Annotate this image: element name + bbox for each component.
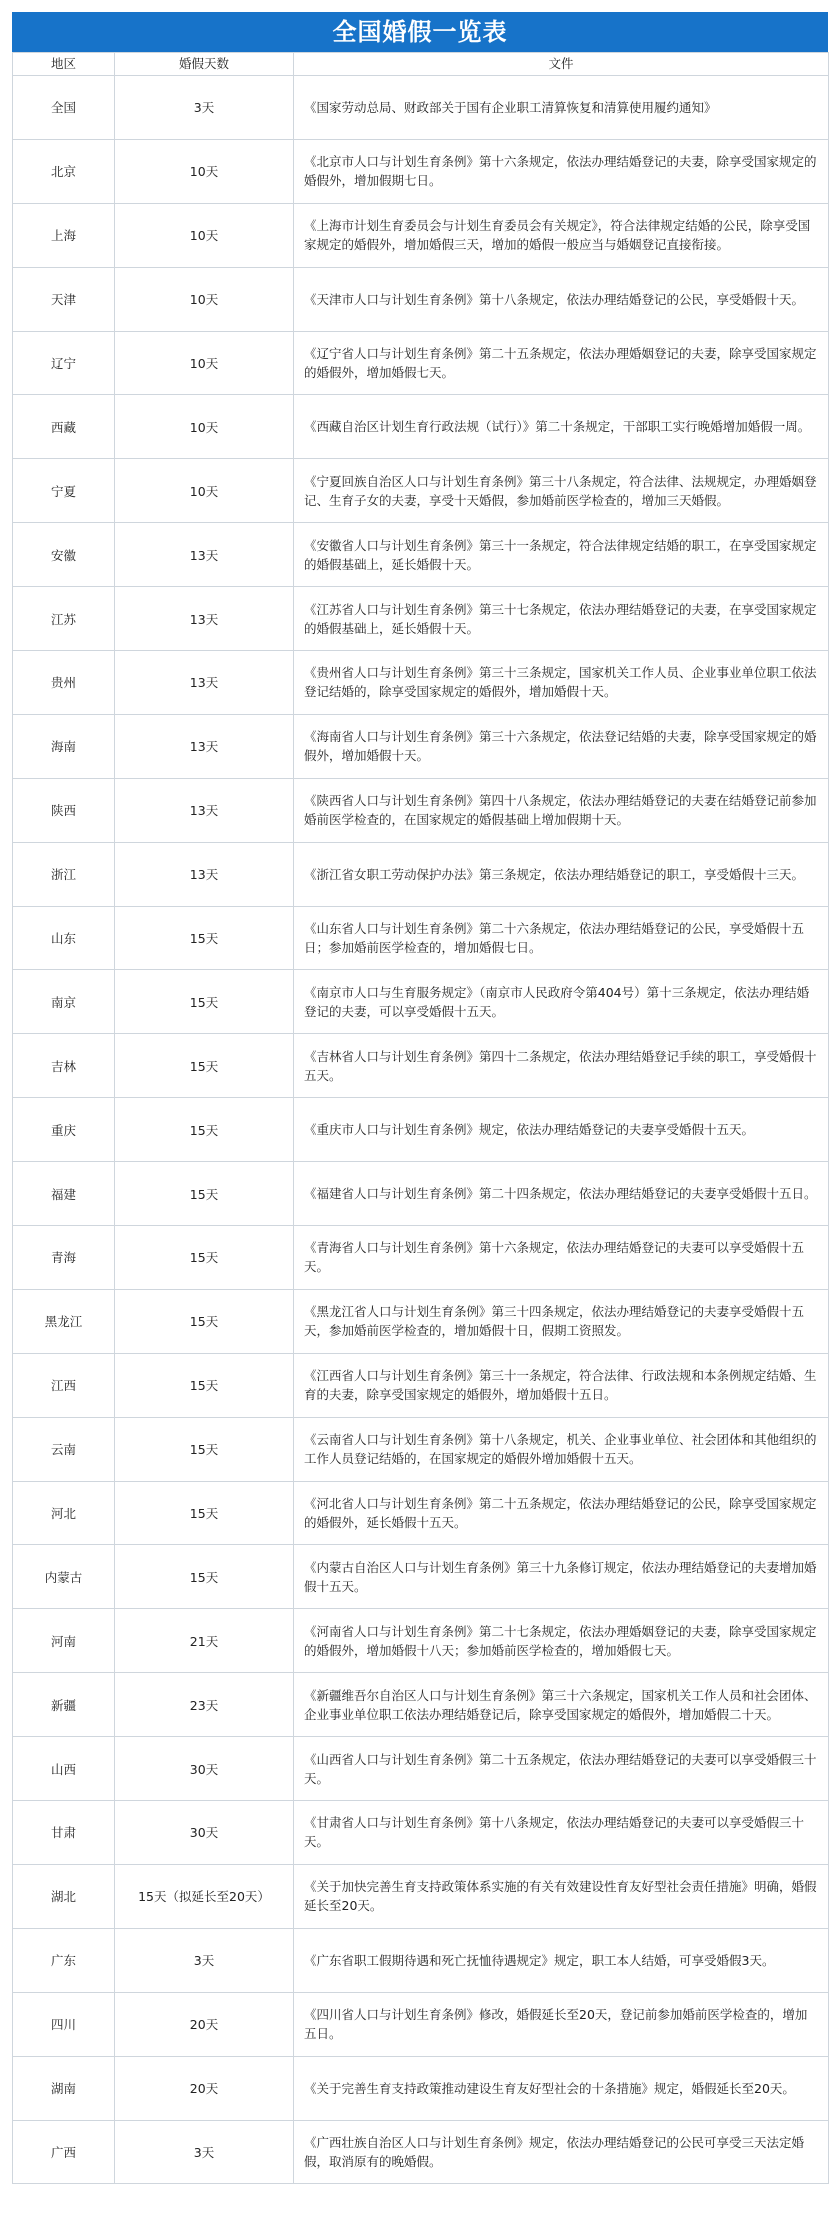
document-cell: 《甘肃省人口与计划生育条例》第十八条规定，依法办理结婚登记的夫妻可以享受婚假三十天。: [294, 1801, 829, 1865]
region-cell: 辽宁: [13, 331, 115, 395]
leave-days-cell: 15天: [115, 1481, 294, 1545]
table-row: [13, 1034, 829, 1098]
table-row: [13, 1737, 829, 1801]
document-cell: 《关于加快完善生育支持政策体系实施的有关有效建设性育友好型社会责任措施》明确，婚假延长至20天。: [294, 1864, 829, 1928]
region-cell: 河北: [13, 1481, 115, 1545]
table-row: [13, 1481, 829, 1545]
leave-days-cell: 15天: [115, 1034, 294, 1098]
region-cell: 江西: [13, 1353, 115, 1417]
region-cell: 内蒙古: [13, 1545, 115, 1609]
document-cell: 《国家劳动总局、财政部关于国有企业职工清算恢复和清算使用履约通知》: [294, 76, 829, 140]
leave-days-cell: 30天: [115, 1801, 294, 1865]
table-row: [13, 1545, 829, 1609]
leave-days-cell: 20天: [115, 1992, 294, 2056]
header-leave-days: 婚假天数: [115, 53, 294, 76]
page: [12, 12, 828, 2184]
document-cell: 《宁夏回族自治区人口与计划生育条例》第三十八条规定，符合法律、法规规定，办理婚姻登记、生育子女的夫妻，享受十天婚假，参加婚前医学检查的，增加三天婚假。: [294, 459, 829, 523]
document-cell: 《江西省人口与计划生育条例》第三十一条规定，符合法律、行政法规和本条例规定结婚、生育的夫妻，除享受国家规定的婚假外，增加婚假十五日。: [294, 1353, 829, 1417]
leave-days-cell: 3天: [115, 76, 294, 140]
region-cell: 江苏: [13, 587, 115, 651]
region-cell: 山西: [13, 1737, 115, 1801]
table-row: [13, 1673, 829, 1737]
table-row: [13, 714, 829, 778]
document-cell: 《广东省职工假期待遇和死亡抚恤待遇规定》规定，职工本人结婚，可享受婚假3天。: [294, 1928, 829, 1992]
table-row: [13, 1992, 829, 2056]
document-cell: 《四川省人口与计划生育条例》修改，婚假延长至20天，登记前参加婚前医学检查的，增加五日。: [294, 1992, 829, 2056]
leave-days-cell: 15天: [115, 1289, 294, 1353]
leave-days-cell: 13天: [115, 523, 294, 587]
table-row: [13, 587, 829, 651]
document-cell: 《贵州省人口与计划生育条例》第三十三条规定，国家机关工作人员、企业事业单位职工依法登记结婚的，除享受国家规定的婚假外，增加婚假十天。: [294, 651, 829, 715]
region-cell: 福建: [13, 1162, 115, 1226]
region-cell: 天津: [13, 267, 115, 331]
region-cell: 浙江: [13, 842, 115, 906]
region-cell: 河南: [13, 1609, 115, 1673]
table-row: [13, 1864, 829, 1928]
leave-days-cell: 15天: [115, 1098, 294, 1162]
table-row: [13, 1801, 829, 1865]
region-cell: 陕西: [13, 778, 115, 842]
table-row: [13, 2120, 829, 2184]
document-cell: 《河北省人口与计划生育条例》第二十五条规定，依法办理结婚登记的公民，除享受国家规定的婚假外，延长婚假十五天。: [294, 1481, 829, 1545]
table-row: [13, 842, 829, 906]
region-cell: 湖南: [13, 2056, 115, 2120]
table-row: [13, 1162, 829, 1226]
leave-days-cell: 10天: [115, 267, 294, 331]
leave-days-cell: 13天: [115, 651, 294, 715]
table-row: [13, 906, 829, 970]
document-cell: 《安徽省人口与计划生育条例》第三十一条规定，符合法律规定结婚的职工，在享受国家规定的婚假基础上，延长婚假十天。: [294, 523, 829, 587]
table-row: [13, 778, 829, 842]
region-cell: 上海: [13, 203, 115, 267]
leave-days-cell: 13天: [115, 842, 294, 906]
region-cell: 山东: [13, 906, 115, 970]
document-cell: 《山西省人口与计划生育条例》第二十五条规定，依法办理结婚登记的夫妻可以享受婚假三十天。: [294, 1737, 829, 1801]
leave-days-cell: 15天: [115, 1353, 294, 1417]
leave-days-cell: 10天: [115, 139, 294, 203]
document-cell: 《重庆市人口与计划生育条例》规定，依法办理结婚登记的夫妻享受婚假十五天。: [294, 1098, 829, 1162]
leave-days-cell: 15天: [115, 1162, 294, 1226]
document-cell: 《云南省人口与计划生育条例》第十八条规定，机关、企业事业单位、社会团体和其他组织的工作人员登记结婚的，在国家规定的婚假外增加婚假十五天。: [294, 1417, 829, 1481]
document-cell: 《关于完善生育支持政策推动建设生育友好型社会的十条措施》规定，婚假延长至20天。: [294, 2056, 829, 2120]
document-cell: 《西藏自治区计划生育行政法规（试行）》第二十条规定，干部职工实行晚婚增加婚假一周。: [294, 395, 829, 459]
document-cell: 《天津市人口与计划生育条例》第十八条规定，依法办理结婚登记的公民，享受婚假十天。: [294, 267, 829, 331]
table-row: [13, 1928, 829, 1992]
table-row: [13, 1289, 829, 1353]
document-cell: 《黑龙江省人口与计划生育条例》第三十四条规定，依法办理结婚登记的夫妻享受婚假十五天，参加婚前医学检查的，增加婚假十日，假期工资照发。: [294, 1289, 829, 1353]
page-title: 全国婚假一览表: [12, 12, 828, 52]
leave-days-cell: 15天: [115, 1545, 294, 1609]
leave-days-cell: 15天: [115, 1226, 294, 1290]
table-row: [13, 139, 829, 203]
region-cell: 吉林: [13, 1034, 115, 1098]
table-row: [13, 523, 829, 587]
document-cell: 《内蒙古自治区人口与计划生育条例》第三十九条修订规定，依法办理结婚登记的夫妻增加婚假十五天。: [294, 1545, 829, 1609]
table-row: [13, 970, 829, 1034]
table-row: [13, 1226, 829, 1290]
marriage-leave-table: [12, 52, 829, 2184]
leave-days-cell: 13天: [115, 778, 294, 842]
region-cell: 广东: [13, 1928, 115, 1992]
region-cell: 重庆: [13, 1098, 115, 1162]
document-cell: 《辽宁省人口与计划生育条例》第二十五条规定，依法办理婚姻登记的夫妻，除享受国家规定的婚假外，增加婚假七天。: [294, 331, 829, 395]
leave-days-cell: 3天: [115, 1928, 294, 1992]
document-cell: 《福建省人口与计划生育条例》第二十四条规定，依法办理结婚登记的夫妻享受婚假十五日。: [294, 1162, 829, 1226]
table-row: [13, 459, 829, 523]
document-cell: 《海南省人口与计划生育条例》第三十六条规定，依法登记结婚的夫妻，除享受国家规定的婚假外，增加婚假十天。: [294, 714, 829, 778]
document-cell: 《上海市计划生育委员会与计划生育委员会有关规定》，符合法律规定结婚的公民，除享受国家规定的婚假外，增加婚假三天，增加的婚假一般应当与婚姻登记直接衔接。: [294, 203, 829, 267]
region-cell: 西藏: [13, 395, 115, 459]
leave-days-cell: 20天: [115, 2056, 294, 2120]
region-cell: 南京: [13, 970, 115, 1034]
region-cell: 湖北: [13, 1864, 115, 1928]
header-region: 地区: [13, 53, 115, 76]
region-cell: 甘肃: [13, 1801, 115, 1865]
leave-days-cell: 13天: [115, 714, 294, 778]
leave-days-cell: 10天: [115, 395, 294, 459]
leave-days-cell: 15天（拟延长至20天）: [115, 1864, 294, 1928]
region-cell: 云南: [13, 1417, 115, 1481]
leave-days-cell: 15天: [115, 970, 294, 1034]
table-header-row: [13, 53, 829, 76]
leave-days-cell: 3天: [115, 2120, 294, 2184]
region-cell: 广西: [13, 2120, 115, 2184]
table-row: [13, 267, 829, 331]
table-row: [13, 1417, 829, 1481]
table-row: [13, 651, 829, 715]
document-cell: 《青海省人口与计划生育条例》第十六条规定，依法办理结婚登记的夫妻可以享受婚假十五天。: [294, 1226, 829, 1290]
region-cell: 北京: [13, 139, 115, 203]
document-cell: 《南京市人口与生育服务规定》（南京市人民政府令第404号）第十三条规定，依法办理结婚登记的夫妻，可以享受婚假十五天。: [294, 970, 829, 1034]
leave-days-cell: 21天: [115, 1609, 294, 1673]
leave-days-cell: 23天: [115, 1673, 294, 1737]
leave-days-cell: 30天: [115, 1737, 294, 1801]
header-document: 文件: [294, 53, 829, 76]
document-cell: 《北京市人口与计划生育条例》第十六条规定，依法办理结婚登记的夫妻，除享受国家规定的婚假外，增加假期七日。: [294, 139, 829, 203]
table-row: [13, 1353, 829, 1417]
region-cell: 黑龙江: [13, 1289, 115, 1353]
table-body: [13, 76, 829, 2184]
table-row: [13, 331, 829, 395]
leave-days-cell: 13天: [115, 587, 294, 651]
leave-days-cell: 10天: [115, 331, 294, 395]
region-cell: 四川: [13, 1992, 115, 2056]
table-row: [13, 395, 829, 459]
table-row: [13, 1098, 829, 1162]
leave-days-cell: 15天: [115, 1417, 294, 1481]
document-cell: 《河南省人口与计划生育条例》第二十七条规定，依法办理婚姻登记的夫妻，除享受国家规定的婚假外，增加婚假十八天；参加婚前医学检查的，增加婚假七天。: [294, 1609, 829, 1673]
document-cell: 《山东省人口与计划生育条例》第二十六条规定，依法办理结婚登记的公民，享受婚假十五日；参加婚前医学检查的，增加婚假七日。: [294, 906, 829, 970]
leave-days-cell: 15天: [115, 906, 294, 970]
document-cell: 《陕西省人口与计划生育条例》第四十八条规定，依法办理结婚登记的夫妻在结婚登记前参加婚前医学检查的，在国家规定的婚假基础上增加假期十天。: [294, 778, 829, 842]
table-row: [13, 76, 829, 140]
document-cell: 《吉林省人口与计划生育条例》第四十二条规定，依法办理结婚登记手续的职工，享受婚假十五天。: [294, 1034, 829, 1098]
region-cell: 宁夏: [13, 459, 115, 523]
region-cell: 贵州: [13, 651, 115, 715]
document-cell: 《江苏省人口与计划生育条例》第三十七条规定，依法办理结婚登记的夫妻，在享受国家规定的婚假基础上，延长婚假十天。: [294, 587, 829, 651]
table-row: [13, 203, 829, 267]
region-cell: 全国: [13, 76, 115, 140]
region-cell: 海南: [13, 714, 115, 778]
region-cell: 安徽: [13, 523, 115, 587]
document-cell: 《浙江省女职工劳动保护办法》第三条规定，依法办理结婚登记的职工，享受婚假十三天。: [294, 842, 829, 906]
region-cell: 新疆: [13, 1673, 115, 1737]
leave-days-cell: 10天: [115, 203, 294, 267]
document-cell: 《新疆维吾尔自治区人口与计划生育条例》第三十六条规定，国家机关工作人员和社会团体、企业事业单位职工依法办理结婚登记后，除享受国家规定的婚假外，增加婚假二十天。: [294, 1673, 829, 1737]
region-cell: 青海: [13, 1226, 115, 1290]
table-row: [13, 1609, 829, 1673]
table-row: [13, 2056, 829, 2120]
document-cell: 《广西壮族自治区人口与计划生育条例》规定，依法办理结婚登记的公民可享受三天法定婚假，取消原有的晚婚假。: [294, 2120, 829, 2184]
leave-days-cell: 10天: [115, 459, 294, 523]
